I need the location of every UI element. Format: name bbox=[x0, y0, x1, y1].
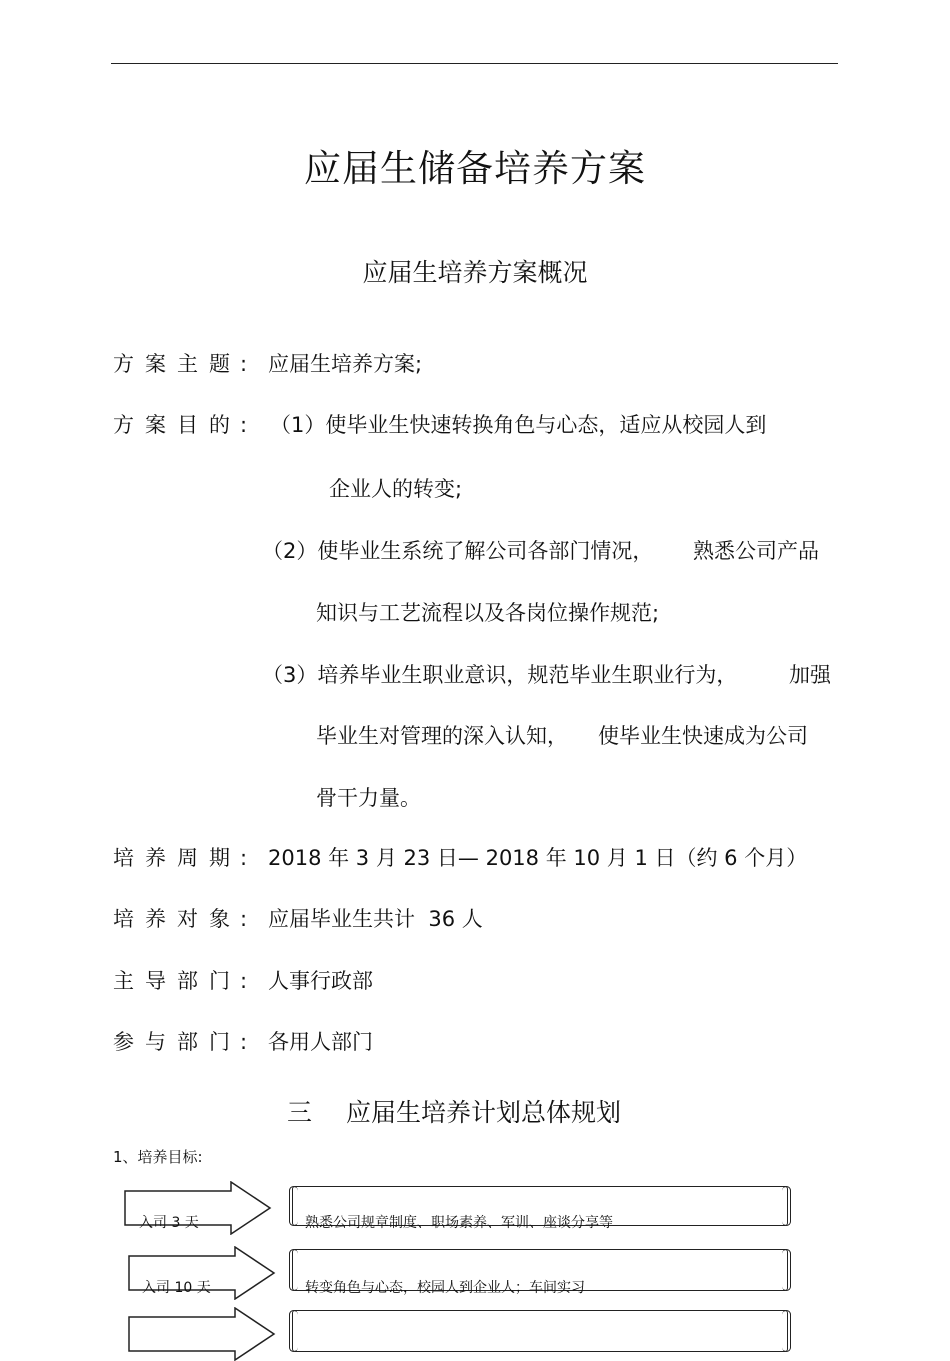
participants-row bbox=[0, 1027, 950, 1057]
purpose-item3-line2a: 毕业生对管理的深入认知， bbox=[316, 724, 568, 748]
purpose-item3-line1a: （3）培养毕业生职业意识，规范毕业生职业行为， bbox=[262, 663, 738, 687]
theme-row bbox=[0, 349, 950, 379]
target-label: 培养对象 bbox=[113, 907, 241, 931]
purpose-item2-line1a: （2）使毕业生系统了解公司各部门情况， bbox=[262, 539, 654, 563]
purpose-item2-line1b: 熟悉公司产品 bbox=[693, 539, 819, 563]
lead-dept-label: 主导部门 bbox=[113, 969, 241, 993]
section3-heading bbox=[287, 1093, 621, 1129]
period-row bbox=[0, 843, 950, 873]
period-colon: : bbox=[240, 846, 248, 870]
section3-number: 三 bbox=[287, 1098, 313, 1127]
theme-colon: : bbox=[240, 352, 248, 376]
overview-heading: 应届生培养方案概况 bbox=[362, 258, 588, 287]
target-colon: : bbox=[240, 907, 248, 931]
document-title: 应届生储备培养方案 bbox=[304, 147, 646, 190]
purpose-item3-line1b: 加强 bbox=[789, 663, 831, 687]
participants-colon: : bbox=[240, 1030, 248, 1054]
purpose-item1-line2: 企业人的转变; bbox=[329, 477, 463, 501]
purpose-item3-line3: 骨干力量。 bbox=[316, 786, 421, 810]
header-rule bbox=[111, 63, 838, 64]
period-value: 2018 年 3 月 23 日— 2018 年 10 月 1 日（约 6 个月） bbox=[268, 846, 808, 870]
goals-heading: 1、培养目标: bbox=[113, 1148, 203, 1166]
target-value: 应届毕业生共计 36 人 bbox=[268, 907, 483, 931]
target-row bbox=[0, 904, 950, 934]
goal-content-1: 熟悉公司规章制度、职场素养、军训、座谈分享等 bbox=[305, 1215, 613, 1231]
purpose-item1-line1: （1）使毕业生快速转换角色与心态，适应从校园人到 bbox=[270, 413, 767, 437]
theme-value: 应届生培养方案; bbox=[268, 352, 423, 376]
purpose-item3-line2b: 使毕业生快速成为公司 bbox=[598, 724, 808, 748]
period-label: 培养周期 bbox=[113, 846, 241, 870]
goal-stage-2: 入司 10 天 bbox=[142, 1280, 211, 1296]
purpose-row bbox=[0, 410, 950, 440]
goal-stage-arrow-3 bbox=[127, 1307, 277, 1361]
participants-label: 参与部门 bbox=[113, 1030, 241, 1054]
purpose-label: 方案目的 bbox=[113, 413, 241, 437]
lead-dept-value: 人事行政部 bbox=[268, 969, 373, 993]
goal-content-box-3 bbox=[292, 1310, 788, 1352]
lead-dept-colon: : bbox=[240, 969, 248, 993]
participants-value: 各用人部门 bbox=[268, 1030, 373, 1054]
goal-stage-1: 入司 3 天 bbox=[139, 1215, 199, 1231]
section3-title: 应届生培养计划总体规划 bbox=[346, 1098, 622, 1127]
goal-content-2: 转变角色与心态，校园人到企业人；车间实习 bbox=[305, 1280, 585, 1296]
purpose-colon: : bbox=[240, 413, 248, 437]
purpose-item2-line2: 知识与工艺流程以及各岗位操作规范; bbox=[316, 601, 660, 625]
theme-label: 方案主题 bbox=[113, 352, 241, 376]
lead-dept-row bbox=[0, 966, 950, 996]
